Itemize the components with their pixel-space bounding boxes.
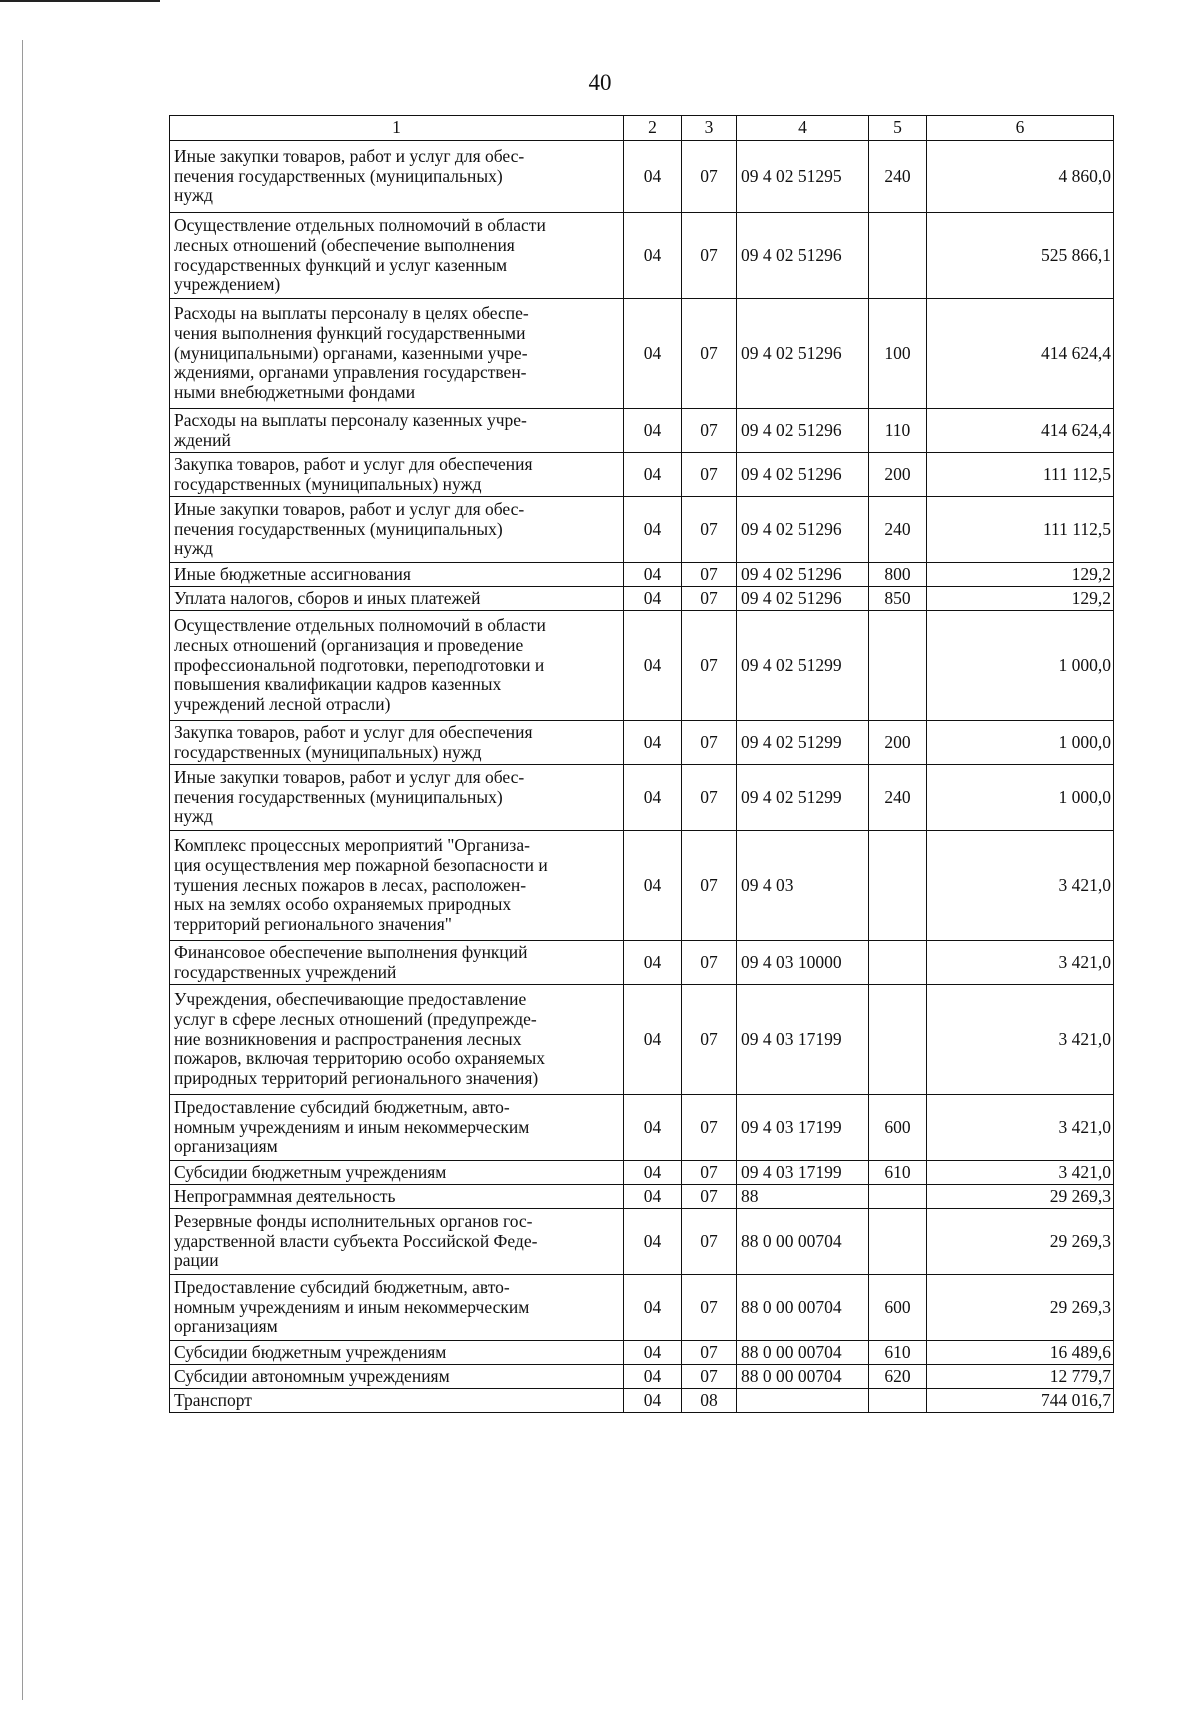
description-line: ных на землях особо охраняемых природных	[174, 894, 512, 915]
description-line: ждениями, органами управления государствен-	[174, 362, 527, 383]
amount: 111 112,5	[927, 497, 1114, 563]
description-line: Иные закупки товаров, работ и услуг для обес-	[174, 766, 525, 787]
header-col-5: 5	[869, 116, 927, 141]
table-row	[170, 1161, 1114, 1185]
description-line: Расходы на выплаты персоналу в целях обеспе-	[174, 303, 529, 323]
target-article-code: 88 0 00 00704	[737, 1365, 869, 1389]
amount: 1 000,0	[927, 765, 1114, 831]
row-description	[170, 1365, 624, 1389]
description-line: государственных (муниципальных) нужд	[174, 473, 482, 494]
amount: 111 112,5	[927, 453, 1114, 497]
section-code: 04	[624, 587, 682, 611]
row-description	[170, 409, 624, 453]
row-description	[170, 1095, 624, 1161]
section-code: 04	[624, 563, 682, 587]
subsection-code: 07	[682, 1275, 737, 1341]
section-code: 04	[624, 1275, 682, 1341]
expense-type-code	[869, 1209, 927, 1275]
table-row	[170, 1185, 1114, 1209]
amount: 129,2	[927, 587, 1114, 611]
target-article-code: 09 4 02 51299	[737, 611, 869, 721]
table-row	[170, 611, 1114, 721]
section-code: 04	[624, 1185, 682, 1209]
description-line: рации	[174, 1250, 219, 1271]
section-code: 04	[624, 1341, 682, 1365]
row-description	[170, 1185, 624, 1209]
expense-type-code	[869, 611, 927, 721]
section-code: 04	[624, 765, 682, 831]
description-line: ция осуществления мер пожарной безопасности и	[174, 854, 548, 875]
expense-type-code: 240	[869, 765, 927, 831]
section-code: 04	[624, 213, 682, 299]
expense-type-code: 620	[869, 1365, 927, 1389]
description-line: Осуществление отдельных полномочий в области	[174, 214, 546, 235]
subsection-code: 07	[682, 1209, 737, 1275]
expense-type-code	[869, 213, 927, 299]
row-description	[170, 1341, 624, 1365]
description-line: Учреждения, обеспечивающие предоставление	[174, 989, 527, 1009]
description-line: Финансовое обеспечение выполнения функций	[174, 941, 528, 962]
section-code: 04	[624, 831, 682, 941]
target-article-code: 09 4 02 51296	[737, 409, 869, 453]
description-line: Транспорт	[174, 1389, 252, 1410]
description-line: Иные бюджетные ассигнования	[174, 563, 411, 584]
table-row	[170, 1365, 1114, 1389]
amount: 12 779,7	[927, 1365, 1114, 1389]
description-line: государственных учреждений	[174, 961, 397, 982]
description-line: государственных функций и услуг казенным	[174, 254, 508, 275]
row-description	[170, 587, 624, 611]
description-line: печения государственных (муниципальных)	[174, 165, 503, 186]
row-description	[170, 213, 624, 299]
budget-table	[169, 115, 1114, 1413]
description-line: услуг в сфере лесных отношений (предупрежде-	[174, 1008, 537, 1029]
row-description	[170, 299, 624, 409]
target-article-code: 09 4 03 17199	[737, 985, 869, 1095]
row-description	[170, 985, 624, 1095]
table-body	[170, 141, 1114, 1413]
target-article-code: 09 4 03 10000	[737, 941, 869, 985]
header-col-6: 6	[927, 116, 1114, 141]
description-line: ными внебюджетными фондами	[174, 382, 416, 403]
description-line: природных территорий регионального значения)	[174, 1068, 539, 1089]
expense-type-code: 200	[869, 453, 927, 497]
description-line: номным учреждениям и иным некоммерческим	[174, 1116, 530, 1137]
table-row	[170, 985, 1114, 1095]
amount: 414 624,4	[927, 299, 1114, 409]
target-article-code: 09 4 03 17199	[737, 1161, 869, 1185]
description-line: Расходы на выплаты персоналу казенных учре-	[174, 409, 527, 430]
row-description	[170, 765, 624, 831]
description-line: (муниципальными) органами, казенными учре-	[174, 342, 528, 363]
table-row	[170, 299, 1114, 409]
subsection-code: 07	[682, 1365, 737, 1389]
header-col-4: 4	[737, 116, 869, 141]
subsection-code: 07	[682, 721, 737, 765]
target-article-code: 09 4 02 51296	[737, 587, 869, 611]
table-row	[170, 765, 1114, 831]
subsection-code: 07	[682, 213, 737, 299]
description-line: печения государственных (муниципальных)	[174, 786, 503, 807]
header-col-2: 2	[624, 116, 682, 141]
subsection-code: 07	[682, 409, 737, 453]
row-description	[170, 1275, 624, 1341]
row-description	[170, 1161, 624, 1185]
section-code: 04	[624, 721, 682, 765]
section-code: 04	[624, 497, 682, 563]
amount: 29 269,3	[927, 1185, 1114, 1209]
target-article-code: 09 4 03 17199	[737, 1095, 869, 1161]
description-line: чения выполнения функций государственными	[174, 322, 526, 343]
table-row	[170, 1389, 1114, 1413]
amount: 3 421,0	[927, 831, 1114, 941]
expense-type-code	[869, 1389, 927, 1413]
expense-type-code: 800	[869, 563, 927, 587]
table-row	[170, 1095, 1114, 1161]
subsection-code: 07	[682, 453, 737, 497]
subsection-code: 07	[682, 1161, 737, 1185]
description-line: ждений	[174, 429, 231, 450]
target-article-code: 88 0 00 00704	[737, 1209, 869, 1275]
row-description	[170, 563, 624, 587]
row-description	[170, 497, 624, 563]
section-code: 04	[624, 409, 682, 453]
target-article-code: 88 0 00 00704	[737, 1341, 869, 1365]
description-line: организациям	[174, 1316, 278, 1337]
target-article-code: 09 4 02 51296	[737, 497, 869, 563]
subsection-code: 07	[682, 765, 737, 831]
expense-type-code	[869, 831, 927, 941]
subsection-code: 07	[682, 985, 737, 1095]
description-line: Закупка товаров, работ и услуг для обеспечения	[174, 453, 533, 474]
expense-type-code: 850	[869, 587, 927, 611]
expense-type-code	[869, 1185, 927, 1209]
table-row	[170, 563, 1114, 587]
expense-type-code: 100	[869, 299, 927, 409]
description-line: пожаров, включая территорию особо охраняемых	[174, 1048, 546, 1069]
description-line: профессиональной подготовки, переподготовки и	[174, 654, 545, 675]
description-line: Предоставление субсидий бюджетным, авто-	[174, 1096, 510, 1117]
header-col-3: 3	[682, 116, 737, 141]
description-line: нужд	[174, 185, 213, 206]
table-row	[170, 587, 1114, 611]
subsection-code: 07	[682, 587, 737, 611]
subsection-code: 07	[682, 1185, 737, 1209]
description-line: Субсидии бюджетным учреждениям	[174, 1161, 447, 1182]
table-row	[170, 497, 1114, 563]
table-row	[170, 721, 1114, 765]
section-code: 04	[624, 1389, 682, 1413]
description-line: Непрограммная деятельность	[174, 1185, 396, 1206]
section-code: 04	[624, 941, 682, 985]
description-line: печения государственных (муниципальных)	[174, 518, 503, 539]
target-article-code: 09 4 02 51296	[737, 563, 869, 587]
description-line: ние возникновения и распространения лесных	[174, 1028, 522, 1049]
row-description	[170, 721, 624, 765]
row-description	[170, 141, 624, 213]
description-line: организациям	[174, 1136, 278, 1157]
subsection-code: 07	[682, 831, 737, 941]
subsection-code: 07	[682, 941, 737, 985]
description-line: Закупка товаров, работ и услуг для обеспечения	[174, 721, 533, 742]
row-description	[170, 453, 624, 497]
table-row	[170, 141, 1114, 213]
section-code: 04	[624, 1209, 682, 1275]
expense-type-code: 600	[869, 1095, 927, 1161]
expense-type-code: 110	[869, 409, 927, 453]
description-line: учреждений лесной отрасли)	[174, 694, 391, 715]
target-article-code: 88	[737, 1185, 869, 1209]
section-code: 04	[624, 1095, 682, 1161]
target-article-code: 09 4 03	[737, 831, 869, 941]
description-line: нужд	[174, 538, 213, 559]
amount: 29 269,3	[927, 1209, 1114, 1275]
amount: 525 866,1	[927, 213, 1114, 299]
description-line: Иные закупки товаров, работ и услуг для обес-	[174, 498, 525, 519]
description-line: территорий регионального значения"	[174, 914, 452, 935]
amount: 3 421,0	[927, 1095, 1114, 1161]
table-row	[170, 831, 1114, 941]
description-line: тушения лесных пожаров в лесах, расположен-	[174, 874, 527, 895]
table-row	[170, 409, 1114, 453]
table-row	[170, 1341, 1114, 1365]
subsection-code: 07	[682, 299, 737, 409]
expense-type-code	[869, 985, 927, 1095]
description-line: номным учреждениям и иным некоммерческим	[174, 1296, 530, 1317]
expense-type-code: 610	[869, 1161, 927, 1185]
target-article-code: 09 4 02 51295	[737, 141, 869, 213]
amount: 129,2	[927, 563, 1114, 587]
header-col-1: 1	[170, 116, 624, 141]
expense-type-code	[869, 941, 927, 985]
table-row	[170, 1275, 1114, 1341]
amount: 1 000,0	[927, 611, 1114, 721]
description-line: повышения квалификации кадров казенных	[174, 674, 502, 695]
table-row	[170, 453, 1114, 497]
row-description	[170, 1209, 624, 1275]
page-number: 40	[588, 70, 612, 95]
amount: 16 489,6	[927, 1341, 1114, 1365]
section-code: 04	[624, 611, 682, 721]
row-description	[170, 941, 624, 985]
description-line: Предоставление субсидий бюджетным, авто-	[174, 1276, 510, 1297]
table-row	[170, 941, 1114, 985]
amount: 414 624,4	[927, 409, 1114, 453]
row-description	[170, 1389, 624, 1413]
subsection-code: 07	[682, 141, 737, 213]
target-article-code: 09 4 02 51299	[737, 721, 869, 765]
subsection-code: 07	[682, 611, 737, 721]
target-article-code: 09 4 02 51299	[737, 765, 869, 831]
target-article-code: 09 4 02 51296	[737, 299, 869, 409]
target-article-code: 88 0 00 00704	[737, 1275, 869, 1341]
amount: 29 269,3	[927, 1275, 1114, 1341]
scan-fold-line	[22, 40, 23, 1700]
row-description	[170, 831, 624, 941]
amount: 4 860,0	[927, 141, 1114, 213]
subsection-code: 08	[682, 1389, 737, 1413]
description-line: Иные закупки товаров, работ и услуг для обес-	[174, 145, 525, 166]
amount: 3 421,0	[927, 1161, 1114, 1185]
row-description	[170, 611, 624, 721]
description-line: нужд	[174, 806, 213, 827]
expense-type-code: 240	[869, 141, 927, 213]
target-article-code	[737, 1389, 869, 1413]
description-line: ударственной власти субъекта Российской Феде-	[174, 1230, 538, 1251]
expense-type-code: 610	[869, 1341, 927, 1365]
scan-edge-mark	[0, 0, 160, 2]
amount: 744 016,7	[927, 1389, 1114, 1413]
target-article-code: 09 4 02 51296	[737, 453, 869, 497]
description-line: Уплата налогов, сборов и иных платежей	[174, 587, 481, 608]
amount: 3 421,0	[927, 985, 1114, 1095]
description-line: Осуществление отдельных полномочий в области	[174, 615, 546, 635]
description-line: Комплекс процессных мероприятий "Организа-	[174, 835, 530, 855]
description-line: Резервные фонды исполнительных органов гос-	[174, 1210, 533, 1231]
description-line: лесных отношений (организация и проведение	[174, 634, 524, 655]
table-header-row	[170, 116, 1114, 141]
description-line: лесных отношений (обеспечение выполнения	[174, 234, 515, 255]
expense-type-code: 200	[869, 721, 927, 765]
section-code: 04	[624, 299, 682, 409]
target-article-code: 09 4 02 51296	[737, 213, 869, 299]
subsection-code: 07	[682, 563, 737, 587]
amount: 1 000,0	[927, 721, 1114, 765]
expense-type-code: 600	[869, 1275, 927, 1341]
subsection-code: 07	[682, 1341, 737, 1365]
section-code: 04	[624, 453, 682, 497]
subsection-code: 07	[682, 497, 737, 563]
description-line: Субсидии автономным учреждениям	[174, 1365, 450, 1386]
section-code: 04	[624, 1161, 682, 1185]
expense-type-code: 240	[869, 497, 927, 563]
subsection-code: 07	[682, 1095, 737, 1161]
description-line: учреждением)	[174, 274, 281, 295]
table-row	[170, 1209, 1114, 1275]
section-code: 04	[624, 141, 682, 213]
section-code: 04	[624, 1365, 682, 1389]
amount: 3 421,0	[927, 941, 1114, 985]
description-line: Субсидии бюджетным учреждениям	[174, 1341, 447, 1362]
section-code: 04	[624, 985, 682, 1095]
table-row	[170, 213, 1114, 299]
description-line: государственных (муниципальных) нужд	[174, 741, 482, 762]
